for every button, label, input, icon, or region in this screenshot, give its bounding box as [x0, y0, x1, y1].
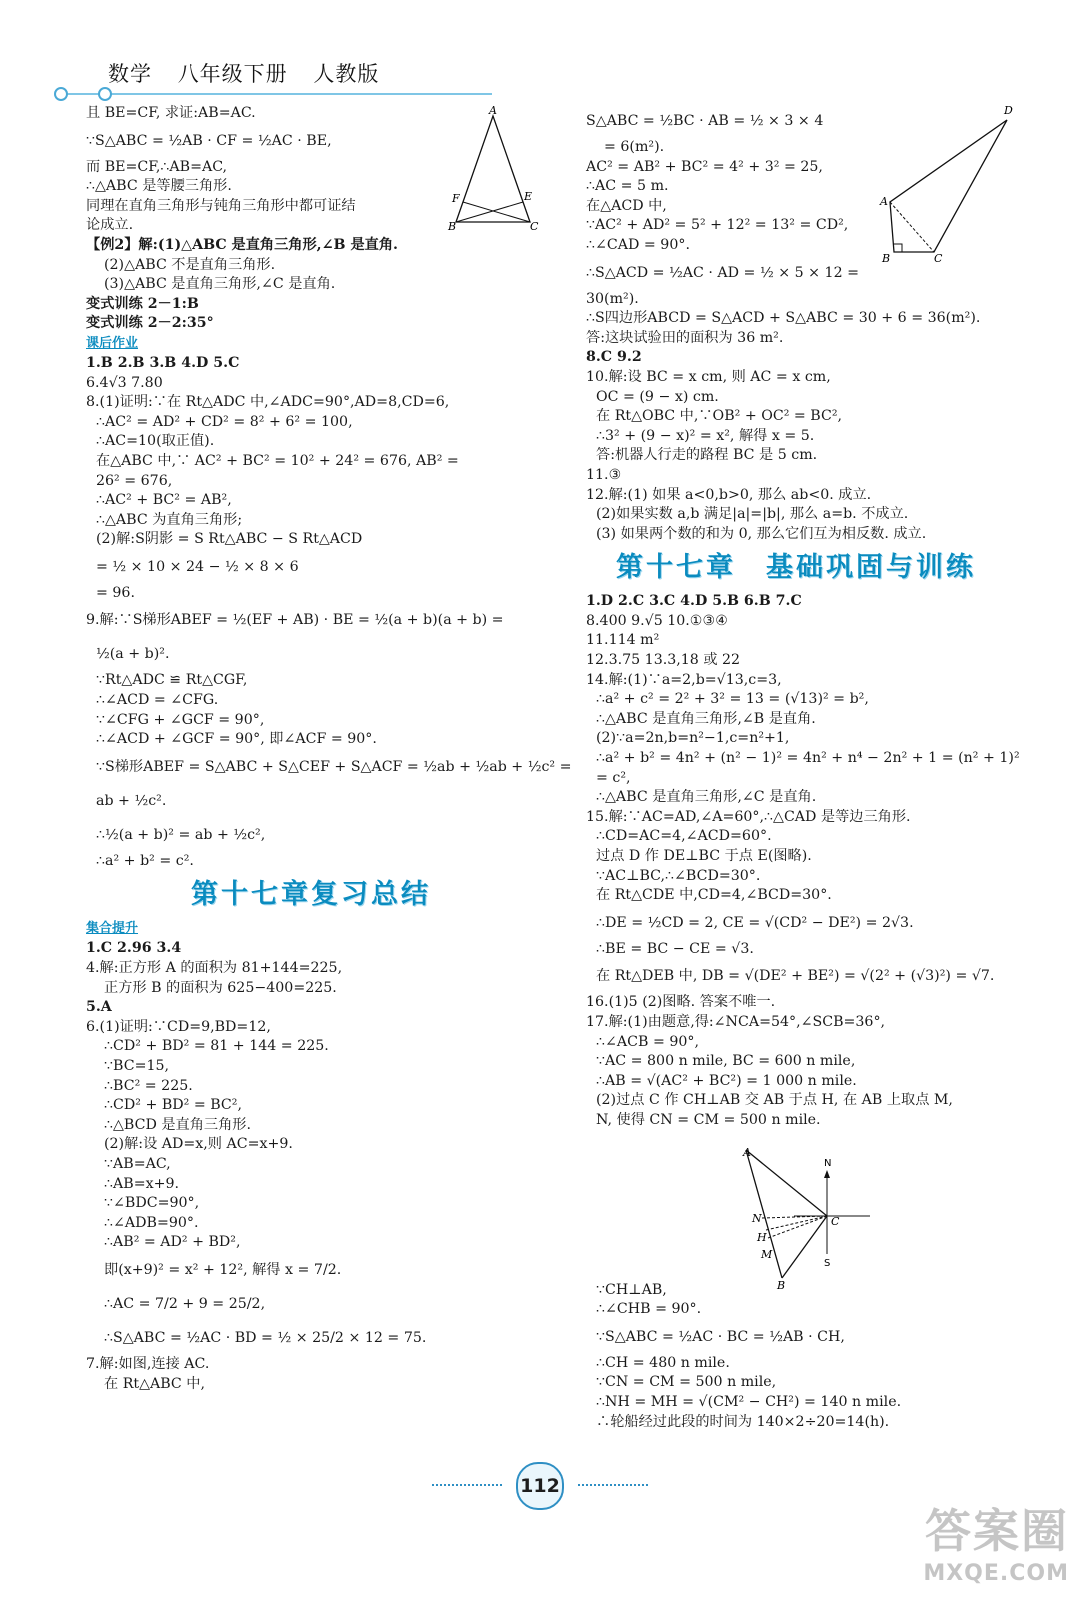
compass-label-n: N: [752, 1212, 762, 1225]
page-number: 112: [516, 1462, 564, 1510]
text-line: ∴CD² + BD² = 81 + 144 = 225.: [104, 1038, 329, 1055]
text-line: ∴AB² = AD² + BD²,: [104, 1234, 241, 1251]
text-line: ∴S四边形ABCD = S△ACD + S△ABC = 30 + 6 = 36(m²).: [586, 310, 981, 327]
compass-label-m: M: [761, 1248, 773, 1261]
quad-label-a: A: [880, 195, 888, 208]
text-line: ∴BE = BC − CE = √3.: [596, 940, 754, 957]
compass-label-north: N: [824, 1158, 832, 1169]
text-line: 在 Rt△ABC 中,: [104, 1375, 205, 1392]
text-line: 11.114 m²: [586, 632, 660, 649]
text-line: (3) 如果两个数的和为 0, 那么它们互为相反数. 成立.: [596, 525, 927, 542]
text-line: (2)解:S阴影 = S Rt△ABC − S Rt△ACD: [96, 531, 363, 548]
text-line: ∵∠CFG + ∠GCF = 90°,: [96, 711, 265, 728]
text-line: ∵AC = 800 n mile, BC = 600 n mile,: [596, 1053, 856, 1070]
compass-label-south: S: [824, 1258, 831, 1269]
text-line: 26² = 676,: [96, 472, 173, 489]
quad-label-b: B: [882, 252, 891, 265]
text-line: 8.(1)证明:∵在 Rt△ADC 中,∠ADC=90°,AD=8,CD=6,: [86, 394, 450, 411]
text-line: 12.解:(1) 如果 a<0,b>0, 那么 ab<0. 成立.: [586, 486, 872, 503]
edition-label: 人教版: [313, 62, 380, 86]
page-number-dots-right: [578, 1484, 648, 1486]
text-line: = 6(m²).: [604, 139, 665, 155]
grade-label: 八年级下册: [177, 62, 288, 86]
text-line: ∴△ABC 是直角三角形,∠B 是直角.: [596, 710, 816, 727]
page-header: [108, 58, 397, 88]
text-line: ∴CD² + BD² = BC²,: [104, 1097, 242, 1114]
text-line: ∴∠ADB=90°.: [104, 1214, 199, 1231]
text-line: 变式训练 2－2:35°: [86, 315, 214, 332]
section-label: 课后作业: [86, 335, 139, 351]
text-line: ∴AC = 5 m.: [586, 178, 669, 195]
text-line: ∴AC² + BC² = AB²,: [96, 492, 232, 509]
text-line: 16.(1)5 (2)图略. 答案不唯一.: [586, 994, 776, 1011]
text-line: ∴∠CAD = 90°.: [586, 236, 690, 253]
watermark-site: MXQE.COM: [923, 1561, 1069, 1586]
text-line: ∵S△ABC = ½AB · CF = ½AC · BE,: [86, 132, 332, 149]
text-line: 8.400 9.√5 10.①③④: [586, 612, 728, 629]
text-line: 【例2】解:(1)△ABC 是直角三角形,∠B 是直角.: [86, 236, 398, 253]
text-line: ∴轮船经过此段的时间为 140×2÷20=14(h).: [596, 1413, 890, 1430]
text-line: ½(a + b)².: [96, 646, 170, 663]
text-line: 同理在直角三角形与钝角三角形中都可证结: [86, 197, 356, 214]
text-line: 30(m²).: [586, 290, 639, 307]
watermark: [923, 1495, 1069, 1586]
watermark-brand: 答案圈: [925, 1504, 1069, 1558]
text-line: (2)解:设 AD=x,则 AC=x+9.: [104, 1136, 293, 1153]
text-line: ∴△BCD 是直角三角形.: [104, 1116, 252, 1133]
text-line: ∵BC=15,: [104, 1058, 170, 1074]
text-line: ∴AB = √(AC² + BC²) = 1 000 n mile.: [596, 1072, 857, 1089]
text-line: OC = (9 − x) cm.: [596, 388, 719, 405]
text-line: ∴3² + (9 − x)² = x², 解得 x = 5.: [596, 427, 815, 444]
text-line: (2)△ABC 不是直角三角形.: [104, 256, 276, 273]
chapter-title: 第十七章复习总结: [191, 879, 431, 911]
text-line: 变式训练 2－1:B: [86, 295, 199, 312]
text-line: ∴△ABC 为直角三角形;: [96, 511, 243, 528]
text-line: (2)∵a=2n,b=n²−1,c=n²+1,: [596, 730, 790, 747]
text-line: 1.C 2.96 3.4: [86, 940, 182, 957]
text-line: 12.3.75 13.3,18 或 22: [586, 652, 741, 669]
text-line: 过点 D 作 DE⊥BC 于点 E(图略).: [596, 848, 812, 864]
chapter-title: 第十七章 基础巩固与训练: [616, 552, 976, 584]
text-line: = 96.: [96, 584, 135, 601]
text-line: ∵S梯形ABEF = S△ABC + S△CEF + S△ACF = ½ab + ½ab + ½c² =: [96, 758, 572, 775]
text-line: ∴AC² = AD² + CD² = 8² + 6² = 100,: [96, 413, 353, 430]
text-line: ∴∠ACD + ∠GCF = 90°, 即∠ACF = 90°.: [96, 731, 377, 748]
text-line: ∵AC² + AD² = 5² + 12² = 13² = CD²,: [586, 217, 849, 234]
text-line: N, 使得 CN = CM = 500 n mile.: [596, 1111, 821, 1128]
subject-label: 数学: [108, 62, 152, 86]
isosceles-triangle-figure: [448, 106, 538, 232]
text-line: 即(x+9)² = x² + 12², 解得 x = 7/2.: [104, 1261, 342, 1278]
quadrilateral-figure: [872, 102, 1022, 268]
text-line: ∴△ABC 是直角三角形,∠C 是直角.: [596, 789, 817, 806]
text-line: 7.解:如图,连接 AC.: [86, 1355, 210, 1372]
text-line: ∴a² + c² = 2² + 3² = 13 = (√13)² = b²,: [596, 691, 869, 708]
text-line: AC² = AB² + BC² = 4² + 3² = 25,: [586, 158, 823, 175]
text-line: = c²,: [596, 769, 631, 786]
text-line: ∴AC = 7/2 + 9 = 25/2,: [104, 1295, 266, 1312]
compass-label-a: A: [743, 1146, 751, 1159]
page-number-block: [470, 1462, 610, 1510]
text-line: = ½ × 10 × 24 − ½ × 8 × 6: [96, 558, 299, 575]
text-line: (2)如果实数 a,b 满足|a|=|b|, 那么 a=b. 不成立.: [596, 506, 909, 523]
text-line: ∵S△ABC = ½AC · BC = ½AB · CH,: [596, 1328, 845, 1345]
text-line: (2)过点 C 作 CH⊥AB 交 AB 于点 H, 在 AB 上取点 M,: [596, 1092, 953, 1109]
text-line: 在△ABC 中,∵ AC² + BC² = 10² + 24² = 676, AB² =: [96, 452, 459, 469]
text-line: S△ABC = ½BC · AB = ½ × 3 × 4: [586, 113, 824, 129]
text-line: ∴∠ACB = 90°,: [596, 1033, 700, 1050]
text-line: ∵AB=AC,: [104, 1155, 171, 1172]
text-line: ∵∠BDC=90°,: [104, 1195, 200, 1212]
text-line: ∴a² + b² = 4n² + (n² − 1)² = 4n² + n⁴ − 2n² + 1 = (n² + 1)²: [596, 750, 1020, 767]
text-line: ∴BC² = 225.: [104, 1077, 193, 1094]
text-line: ∴∠ACD = ∠CFG.: [96, 692, 219, 709]
tri-label-a: A: [489, 104, 497, 117]
text-line: ∴S△ABC = ½AC · BD = ½ × 25/2 × 12 = 75.: [104, 1329, 427, 1346]
text-line: 且 BE=CF, 求证:AB=AC.: [86, 105, 256, 121]
text-line: 在△ACD 中,: [586, 197, 667, 214]
header-dot-left: [54, 87, 68, 101]
text-line: 14.解:(1)∵a=2,b=√13,c=3,: [586, 671, 782, 688]
text-line: 11.③: [586, 466, 622, 483]
text-line: 在 Rt△CDE 中,CD=4,∠BCD=30°.: [596, 887, 832, 904]
section-label: 集合提升: [86, 921, 139, 937]
quad-label-d: D: [1004, 104, 1013, 117]
tri-label-b: B: [448, 220, 457, 233]
text-line: ∴CH = 480 n mile.: [596, 1354, 730, 1371]
text-line: 1.B 2.B 3.B 4.D 5.C: [86, 354, 240, 371]
text-line: 正方形 B 的面积为 625−400=225.: [104, 979, 337, 996]
quad-label-c: C: [934, 252, 943, 265]
compass-label-b: B: [777, 1279, 786, 1292]
text-line: ∴AB=x+9.: [104, 1175, 180, 1192]
text-line: 论成立.: [86, 217, 134, 234]
text-line: 10.解:设 BC = x cm, 则 AC = x cm,: [586, 368, 831, 385]
text-line: 6.(1)证明:∵CD=9,BD=12,: [86, 1018, 271, 1035]
text-line: (3)△ABC 是直角三角形,∠C 是直角.: [104, 276, 336, 293]
text-line: 答:这块试验田的面积为 36 m².: [586, 329, 784, 346]
header-rule: [62, 93, 492, 95]
text-line: 5.A: [86, 999, 112, 1016]
text-line: ∴AC=10(取正值).: [96, 433, 215, 450]
text-line: 4.解:正方形 A 的面积为 81+144=225,: [86, 960, 343, 977]
text-line: 6.4√3 7.80: [86, 374, 163, 391]
text-line: 9.解:∵S梯形ABEF = ½(EF + AB) · BE = ½(a + b)(a + b) =: [86, 612, 504, 629]
text-line: ∴∠CHB = 90°.: [596, 1301, 702, 1318]
text-line: ∴NH = MH = √(CM² − CH²) = 140 n mile.: [596, 1393, 902, 1410]
text-line: 答:机器人行走的路程 BC 是 5 cm.: [596, 447, 818, 464]
left-column: [86, 104, 572, 1394]
text-line: ∵Rt△ADC ≌ Rt△CGF,: [96, 672, 248, 689]
text-line: 15.解:∵AC=AD,∠A=60°,∴△CAD 是等边三角形.: [586, 808, 911, 825]
text-line: ∴DE = ½CD = 2, CE = √(CD² − DE²) = 2√3.: [596, 914, 914, 931]
text-line: 在 Rt△DEB 中, DB = √(DE² + BE²) = √(2² + (√3)²) = √7.: [596, 968, 995, 985]
text-line: 而 BE=CF,∴AB=AC,: [86, 158, 228, 175]
text-line: ∴S△ACD = ½AC · AD = ½ × 5 × 12 =: [586, 264, 859, 281]
compass-figure: [744, 1146, 884, 1292]
text-line: 在 Rt△OBC 中,∵OB² + OC² = BC²,: [596, 408, 843, 425]
page-number-dots-left: [432, 1484, 502, 1486]
text-line: 1.D 2.C 3.C 4.D 5.B 6.B 7.C: [586, 593, 802, 610]
tri-label-f: F: [452, 192, 460, 205]
text-line: 8.C 9.2: [586, 349, 642, 366]
text-line: ∴a² + b² = c².: [96, 852, 194, 869]
text-line: ∴△ABC 是等腰三角形.: [86, 178, 232, 195]
text-line: 17.解:(1)由题意,得:∠NCA=54°,∠SCB=36°,: [586, 1013, 886, 1030]
header-dot-right: [98, 87, 112, 101]
tri-label-e: E: [524, 190, 533, 203]
compass-label-c: C: [831, 1215, 840, 1228]
text-line: ∴CD=AC=4,∠ACD=60°.: [596, 828, 772, 845]
compass-label-h: H: [757, 1231, 767, 1244]
text-line: ∵CH⊥AB,: [596, 1281, 667, 1298]
tri-label-c: C: [530, 220, 539, 233]
text-line: ∴½(a + b)² = ab + ½c²,: [96, 826, 266, 843]
text-line: ∵CN = CM = 500 n mile,: [596, 1374, 777, 1391]
text-line: ∵AC⊥BC,∴∠BCD=30°.: [596, 867, 761, 884]
text-line: ab + ½c².: [96, 792, 167, 809]
